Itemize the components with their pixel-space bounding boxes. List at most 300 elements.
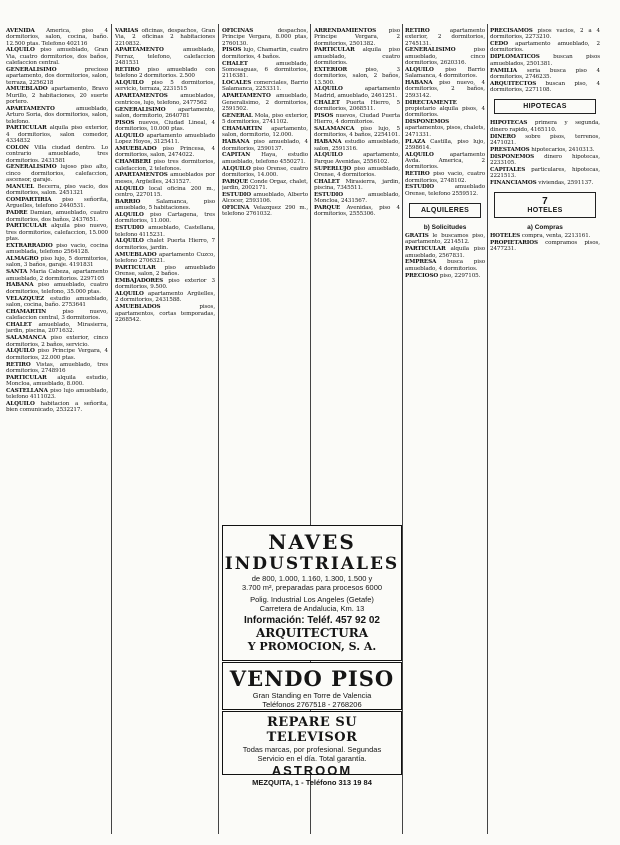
ad-title: REPARE SU TELEVISOR (266, 715, 358, 745)
classified-ad-text: amueblado, Mirasierra, jardin, piscina, 2071632. (6, 322, 108, 335)
classified-ad (6, 269, 108, 282)
classified-column-3 (222, 28, 308, 328)
classified-ad-lead: HABANA (314, 139, 342, 146)
classified-ad-lead: DIRECTAMENTE (405, 99, 457, 106)
classified-ad-lead: AMUEBLADOS (115, 304, 161, 311)
ad-text: Gran Standing en Torre de Valencia (252, 691, 372, 700)
column-rule (487, 24, 488, 834)
classified-ad-lead: CHAMARTIN (222, 126, 263, 133)
classified-ad-lead: PARTICULAR (6, 125, 47, 132)
classified-ad-lead: FINANCIAMOS (490, 179, 537, 186)
classified-ad (6, 388, 108, 401)
classified-ad (115, 172, 215, 185)
ad-title: VENDO PISO (229, 666, 395, 691)
classified-ad (6, 256, 108, 269)
classified-ad (115, 291, 215, 304)
classified-ad-text: estudio amueblado, salon, 2591316. (314, 139, 400, 152)
section-header-alquileres: ALQUILERES (409, 203, 481, 218)
classified-ad-text: alquila piso amueblado, cuatro dormitorios. (314, 47, 400, 67)
classified-ad-text: busca piso amueblado, 4 dormitorios. (405, 259, 485, 272)
classified-ad (314, 100, 400, 113)
ad-phone: Información: Teléf. 457 92 02 (244, 615, 380, 626)
classified-ad (314, 47, 400, 66)
classified-ad-lead: ALQUILO (115, 132, 144, 139)
classified-ad-text: particulares, hipotecas, 2221513. (490, 166, 600, 180)
classified-ad-lead: PLAZA (405, 138, 426, 145)
classified-ad-text: local oficina 200 m., centro, 2270115. (115, 185, 215, 198)
classified-ad (405, 184, 485, 197)
classified-ad-lead: GENERALISIMO (405, 47, 456, 54)
classified-ad-lead: ALQUILO (6, 348, 35, 355)
classified-ad (405, 28, 485, 47)
classified-ad (6, 106, 108, 125)
classified-ad (405, 139, 485, 152)
classified-ad-lead: PARTICULAR (314, 47, 355, 54)
classified-ad-text: le buscamos piso, apartamento, 2214512. (405, 233, 485, 246)
classified-ad-lead: PARTICULAR (6, 223, 47, 230)
classified-ad-text: chalet Puerta Hierro, 7 dormitorios, jardin. (115, 238, 215, 251)
classified-ad (115, 133, 215, 146)
classified-ad-lead: APARTAMENTOS (115, 93, 168, 100)
classified-ad (314, 67, 400, 86)
classified-ad-lead: GENERALISIMO (115, 106, 166, 113)
classified-ad-text: piso lujo amueblado, telefono 4111023. (6, 387, 108, 401)
classified-ad-text: piso amueblado con telefono 2 dormitorios. 2.500 (115, 66, 215, 80)
classified-ad (115, 238, 215, 251)
classified-ad-text: apartamento Madrid, amueblado, 2461251. (314, 86, 400, 99)
subsection-solicitudes: b) Solicitudes (423, 224, 467, 232)
classified-ad-lead: ALQUILO (115, 80, 144, 87)
classified-ad (115, 93, 215, 106)
classified-ad-lead: ESTUDIO (222, 191, 251, 198)
classified-column-5 (405, 28, 485, 828)
classified-ad (490, 180, 600, 186)
ad-title: NAVES (268, 530, 356, 554)
classified-ad-text: amueblado, Alberto Alcocer, 2593106. (222, 191, 308, 205)
classified-ad (405, 119, 485, 138)
classified-ad-lead: PISOS (314, 112, 334, 119)
classified-ad-lead: AMUEBLADO (6, 86, 48, 93)
classified-ad-lead: ESTUDIO (115, 225, 144, 232)
classified-ad-text: pisos vacios, 2 a 4 dormitorios, 2273210. (490, 28, 600, 41)
classified-ad-text: amueblado, Somosaguas, 6 dormitorios, 2116381. (222, 60, 308, 80)
ad-text: Polig. Industrial Los Angeles (Getafe) (250, 595, 374, 604)
classified-ad-lead: GRATIS (405, 233, 429, 240)
classified-ad (314, 113, 400, 126)
classified-ad-text: piso amueblado, cuatro dormitorios, telefono, 35.000 ptas. (6, 282, 108, 295)
classified-ad (222, 192, 308, 205)
ad-company: ARQUITECTURA (255, 626, 369, 640)
classified-ad-text: amueblado Orense, telefono 2559512. (405, 184, 485, 197)
classified-ad-lead: ARQUITECTOS (490, 80, 537, 87)
classified-ad-lead: GENERAL (222, 112, 253, 119)
classified-ad-lead: CHALET (314, 178, 340, 185)
classified-ad-text: piso amueblado, Orense, 4 dormitorios. (314, 165, 400, 178)
classified-ad-text: alquila estudio, Moncloa, amueblado, 8.000. (6, 374, 108, 388)
classified-ad (6, 86, 108, 105)
classified-ad (490, 167, 600, 180)
classified-ad-lead: RETIRO (405, 28, 430, 34)
classified-ad-lead: ARRENDAMIENTOS (314, 28, 377, 34)
classified-ad (314, 192, 400, 205)
classified-ad-text: apartamento amueblado Lopez Hoyos, 3125411. (115, 132, 215, 146)
ad-phone: Teléfonos 2767518 - 2768206 (262, 700, 362, 709)
classified-ad (222, 80, 308, 93)
classified-ad-lead: MANUEL (6, 183, 35, 190)
subsection-compras: a) Compras (527, 224, 563, 232)
classified-ad-text: amueblado, Castellana, telefono 4115231. (115, 225, 215, 238)
classified-ad-lead: CAPITALES (490, 166, 526, 173)
classified-ad (6, 348, 108, 361)
classified-ad-lead: HOTELES (490, 233, 521, 240)
classified-ad (115, 186, 215, 199)
classified-ad-lead: ALQUILO (115, 212, 144, 219)
classified-ad-text: Villa ciudad dentro. Lo contrario amueblado, tres dormitorios. 2431581 (6, 144, 108, 164)
classified-ad-text: nuevos, Ciudad Puerta Hierro, 4 dormitorios. (314, 112, 400, 126)
classified-ad-text: piso señorita, Arguelles, telefono 2440531. (6, 197, 108, 210)
classified-ad-lead: OFICINA (222, 205, 250, 212)
classified-ad (115, 120, 215, 133)
column-rule (111, 24, 112, 834)
classified-ad-text: apartamento, salon, dormitorio, 2640781 (115, 106, 215, 119)
classified-ad-lead: CHALET (222, 60, 248, 67)
ad-vendo-piso (222, 662, 402, 710)
classified-ad-text: piso vacio, cuatro dormitorios, 2748102. (405, 171, 485, 184)
classified-ad-lead: AMUEBLADO (115, 146, 157, 153)
classified-ad-text: viviendas, 2591137. (536, 179, 594, 186)
ad-company: Y PROMOCION, S. A. (247, 640, 377, 653)
classified-ad-text: alquila piso exterior, 4 dormitorios, salon comedor, 4334832 (6, 125, 108, 145)
classified-ad-text: piso Princesa, 4 dormitorios, salon, 2474022. (115, 146, 215, 159)
classified-ad (405, 47, 485, 66)
classified-ad (222, 28, 308, 47)
classified-ad-text: primera y segunda, dinero rapido, 4165110. (490, 120, 600, 133)
classified-ad-lead: SALAMANCA (314, 126, 355, 133)
classified-ad-text: America, piso 4 dormitorios, salon, cocina, baño. 12.500 ptas. Telefono 402116 (6, 28, 108, 47)
classified-ad-text: apartamento exterior, 2 dormitorios, 2745131. (405, 28, 485, 47)
classified-ad (314, 205, 400, 218)
classified-ad-text: Haya, estudio amueblado, telefono 4550271. (222, 152, 308, 165)
classified-ad-text: piso Cartagena, tres dormitorios, 11.000. (115, 212, 215, 225)
classified-ad (490, 154, 600, 167)
classified-ad-lead: CEDO (490, 41, 509, 48)
classified-ad (405, 67, 485, 80)
classified-ad-lead: ALQUILO (405, 66, 434, 73)
classified-ad-lead: EXTERIOR (314, 66, 348, 73)
classified-ad-text: amueblado, Arturo Soria, dos dormitorios, salon, telefono. (6, 105, 108, 125)
classified-ad (222, 61, 308, 80)
classified-ad-lead: COMPARTIRIA (6, 197, 52, 204)
classified-ad (6, 335, 108, 348)
classified-ad-text: precioso apartamento, dos dormitorios, salon, terraza, 2256218 (6, 66, 108, 86)
classified-ad-lead: ESTUDIO (314, 191, 343, 198)
classified-ad-lead: ALQUILO (6, 47, 35, 54)
classified-ad (6, 125, 108, 144)
classified-ad-text: sobre pisos, terrenos, 2471021. (490, 133, 600, 146)
classified-ad-text: piso amueblado, 4 dormitorios, 2590137. (222, 139, 308, 152)
classified-ad (222, 166, 308, 179)
classified-ad-text: amueblados, centricos, lujo, telefono, 2477562 (115, 93, 215, 106)
classified-ad-text: estudio amueblado, salon, cocina, baño. 2753641 (6, 295, 108, 308)
classified-ad-text: despachos, Principe Vergara, 8.000 ptas, 2760130. (222, 28, 308, 47)
classified-ad (115, 80, 215, 93)
classified-ad-text: Vistas, amueblado, tres dormitorios, 2748916 (6, 361, 108, 374)
classified-ad (222, 205, 308, 218)
classified-ad (6, 145, 108, 164)
classified-ad-lead: CAPITAN (222, 152, 251, 159)
classified-ad (115, 252, 215, 265)
classified-ad-lead: DISPONEMOS (405, 119, 450, 126)
classified-column-4 (314, 28, 400, 328)
ad-text: Servicio en el día. Total garantía. (257, 754, 367, 763)
column-rule (402, 24, 403, 834)
classified-ad-lead: PRESTAMOS (490, 146, 530, 153)
classified-ad (6, 296, 108, 309)
classified-ad (115, 212, 215, 225)
classified-ad (6, 362, 108, 375)
classified-ad-lead: PARQUE (314, 205, 341, 212)
classified-ad-text: amueblado, Generalisimo, 2 dormitorios, 2591502. (222, 93, 308, 112)
classified-ad-text: oficinas, despachos, Gran Via, 2 oficinas 2 habitaciones 2210832. (115, 28, 215, 47)
classified-ad-text: piso nuevo, 4 dormitorios, 2 baños, 2593142. (405, 80, 485, 99)
classified-ad-text: piso amueblado Orense, salon, 2 baños. (115, 264, 215, 278)
classified-ad (222, 47, 308, 60)
classified-ad (6, 67, 108, 86)
classified-ad-text: amueblados por meses, Argüelles, 2431527. (115, 172, 215, 185)
classified-ad-text: apartamento, Parque Avenidas, 2556102. (314, 152, 400, 165)
classified-ad (314, 86, 400, 99)
classified-ad-lead: ALMAGRO (6, 256, 39, 263)
classified-ad-text: piso tres dormitorios, calefaccion, 2 telefonos. (115, 159, 215, 172)
classified-ad (405, 100, 485, 119)
classified-ad-text: lujo, Chamartin, cuatro dormitorios, 4 baños. (222, 47, 308, 60)
classified-ad (405, 152, 485, 171)
ad-brand: ASTROOM (271, 763, 353, 778)
classified-ad-lead: PROPIETARIOS (490, 240, 538, 247)
classified-ad-text: apartamento Avda. America, 2 dormitorios. (405, 151, 485, 171)
ad-text: 3.700 m², preparadas para procesos 6000 (241, 583, 383, 592)
classified-ad-text: propietario alquila pisos, 4 dormitorios. (405, 105, 485, 119)
classified-ad (405, 171, 485, 184)
classified-ad-text: buscan pisos amueblados, 2501381. (490, 54, 600, 67)
classified-ad-lead: AMUEBLADO (115, 251, 157, 258)
ad-address: MEZQUITA, 1 - Teléfono 313 19 84 (252, 778, 372, 787)
classified-ad-text: Damian, amueblado, cuatro dormitorios, dos baños, 2437651. (6, 210, 108, 223)
classified-ad-text: piso, 3 dormitorios, salon, 2 baños, 13.500. (314, 66, 400, 86)
classified-ad (490, 54, 600, 67)
classified-ad (490, 147, 600, 153)
classified-ad-lead: ALQUILO (405, 151, 434, 158)
classified-ad-text: amueblado, Moncloa, 2431567. (314, 191, 400, 205)
classified-ad-lead: PARQUE (222, 178, 249, 185)
classified-ad-text: hipotecarios, 2410313. (529, 146, 595, 153)
classified-ad (222, 139, 308, 152)
classified-ad (222, 113, 308, 126)
classified-ad (6, 309, 108, 322)
ad-title: INDUSTRIALES (224, 554, 400, 574)
classified-ad (6, 243, 108, 256)
classified-ad (115, 199, 215, 212)
classified-ad-text: piso amueblado, Gran Via, cuatro dormitorios, dos baños, calefaccion central. (6, 47, 108, 67)
classified-ad-text: piso vacio, cocina amueblada, telefono 2564128. (6, 242, 108, 256)
classified-ad-text: piso 5 dormitorios, servicio, terraza, 2231515 (115, 80, 215, 93)
classified-ad (6, 282, 108, 295)
classified-ad (6, 223, 108, 242)
classified-ad-lead: PISOS (115, 119, 135, 126)
classified-ad (405, 233, 485, 246)
classified-ad-lead: PARTICULAR (115, 264, 156, 271)
classified-ad-text: piso Principe Vergara, 2 dormitorios, 2501382. (314, 28, 400, 47)
classified-ad-lead: CHAMBERI (115, 159, 151, 166)
classified-ad (222, 179, 308, 192)
classified-ad-lead: ALQUILO (314, 152, 343, 159)
classified-ad-text: apartamento Cuzco, telefono 2706321. (115, 251, 215, 264)
classified-ad (490, 81, 600, 94)
classified-ad-text: habitacion a señorita, bien comunicado, 2532217. (6, 401, 108, 414)
classified-ad (222, 152, 308, 165)
classified-ad-text: amueblado, Ferraz, telefono, calefaccion 2481531 (115, 47, 215, 67)
classified-ad-lead: ESTUDIO (405, 184, 434, 191)
section-header-hoteles (494, 192, 596, 218)
classified-ad (115, 107, 215, 120)
classified-ad (314, 179, 400, 192)
classified-ad-text: alquila piso amueblado, 2567831. (405, 246, 485, 259)
ad-naves-industriales (222, 525, 402, 661)
classified-ad-lead: ALQUILO (115, 238, 144, 245)
classified-ad-text: Mirasierra, jardin, piscina, 7345511. (314, 178, 400, 192)
classified-ad (490, 134, 600, 147)
classified-ad-lead: ALQUILO (115, 291, 144, 298)
classified-ad-text: piso, 2297105. (438, 272, 481, 279)
ad-text: Carretera de Andalucia, Km. 13 (259, 604, 365, 613)
classified-ad (222, 93, 308, 112)
classified-ad (314, 28, 400, 47)
classified-ad-text: piso exterior 3 dormitorios, 9.500. (115, 277, 215, 291)
classified-ad-text: buscan piso, 4 dormitorios, 2271108. (490, 80, 600, 94)
classified-ad (314, 139, 400, 152)
classified-ad-text: Castilla, piso lujo, 2598614. (405, 138, 485, 151)
classified-ad-lead: RETIRO (6, 361, 31, 368)
classified-ad-lead: GENERALISIMO (6, 164, 57, 171)
classified-ad (6, 210, 108, 223)
ad-repare-televisor (222, 711, 402, 787)
classified-ad-text: piso Barrio Salamanca, 4 dormitorios. (405, 66, 485, 80)
classified-ad-text: comerciales, Barrio Salamanca, 2253311. (222, 80, 308, 93)
classified-ad-lead: EMBAJADORES (115, 277, 164, 284)
classified-ad-lead: SALAMANCA (6, 335, 47, 342)
classified-ad-lead: ALQUILO (222, 165, 251, 172)
classified-ad-lead: DISPONEMOS (490, 153, 535, 160)
classified-ad (115, 47, 215, 66)
classified-ad-text: pisos, apartamentos, cortas temporadas, 2268542. (115, 304, 215, 323)
classified-ad (405, 273, 485, 279)
classified-ad-text: compra, venta, 2213161. (520, 233, 591, 240)
classified-ad-lead: CASTELLANA (6, 387, 48, 394)
classified-ad-lead: OFICINAS (222, 28, 254, 34)
classified-ad (222, 126, 308, 139)
classified-ad-text: alquila piso nuevo, tres dormitorios, calefaccion, 15.000 ptas. (6, 223, 108, 243)
classified-ad-text: compramos pisos, 2477231. (490, 240, 600, 253)
classified-ad (6, 28, 108, 47)
classified-ad-lead: AVENIDA (6, 28, 35, 34)
classified-ad-text: apartamento, salon, dormitorio, 12.000. (222, 126, 308, 139)
ad-text: Todas marcas, por profesional. Segundas (242, 745, 382, 754)
classified-ad-lead: VARIAS (115, 28, 139, 34)
section-label: HOTELES (527, 207, 563, 215)
classified-ad-lead: ALQUILO (115, 185, 144, 192)
classified-ad-text: piso exterior, cinco dormitorios, 2 baños, servicio. (6, 335, 108, 348)
classified-ad-lead: FAMILIA (490, 67, 517, 74)
classified-ad-lead: HABANA (222, 139, 250, 146)
classified-ad (6, 375, 108, 388)
classified-ad-lead: PRECIOSO (405, 272, 439, 279)
classified-ad (314, 152, 400, 165)
classified-ad-text: apartamento Argüelles, 2 dormitorios, 2431588. (115, 291, 215, 304)
classified-ad-lead: PISOS (222, 47, 242, 54)
section-header-hipotecas: HIPOTECAS (494, 99, 596, 114)
classified-ad (6, 164, 108, 183)
classified-ad (490, 240, 600, 253)
classified-ad-lead: PRECISAMOS (490, 28, 533, 34)
classified-ad (115, 304, 215, 323)
classified-ad-text: Salamanca, piso amueblado, 5 habitaciones. (115, 198, 215, 212)
classified-ad-lead: APARTAMENTO (6, 105, 55, 112)
classified-ad-text: Velazquez 290 m., telefono 2761032. (222, 205, 308, 218)
classified-ad-text: Puerta Hierro, 5 dormitorios, 2068511. (314, 99, 400, 112)
classified-column-2 (115, 28, 215, 828)
classified-ad-text: Becerra, piso vacio, dos dormitorios, salon. 2451321 (6, 183, 108, 197)
classified-ad-lead: GENERALISIMO (6, 66, 57, 73)
classified-ad-text: Avenidas, piso 4 dormitorios, 2555306. (314, 205, 400, 218)
column-rule (218, 24, 219, 834)
ad-text: de 800, 1.000, 1.160, 1.300, 1.500 y (251, 574, 373, 583)
classified-ad-text: Mola, piso exterior, 5 dormitorios, 2741102. (222, 112, 308, 126)
classified-ad (314, 166, 400, 179)
classified-ad-lead: VELAZQUEZ (6, 295, 45, 302)
classified-ad-text: Maria Cabeza, apartamento amueblado, 2 dormitorios. 2297105 (6, 269, 108, 282)
classified-ad-text: piso lujo, 5 dormitorios, 4 baños, 2254101. (314, 126, 400, 139)
classified-ad-text: piso Orense, cuatro dormitorios, 14.000. (222, 165, 308, 178)
classified-ad-lead: COLON (6, 144, 29, 151)
classified-ad (490, 68, 600, 81)
classified-ad-lead: HIPOTECAS (490, 120, 528, 127)
classified-ad (115, 159, 215, 172)
classified-ad (115, 28, 215, 47)
classified-ad (490, 120, 600, 133)
classified-ad-text: apartamento, Bravo Murillo, 2 habitaciones, 20 suerte portero. (6, 86, 108, 106)
classified-ad-text: piso lujo, 5 dormitorios, salon, 3 baños, garaje. 4191831 (6, 256, 108, 269)
classified-ad-lead: LOCALES (222, 80, 252, 87)
classified-ad-lead: DINERO (490, 133, 516, 140)
classified-ad-lead: ALQUILO (314, 86, 343, 93)
classified-ad-lead: PARTICULAR (405, 246, 446, 253)
classified-ad (490, 28, 600, 41)
classified-ad-text: apartamento amueblado, 2 dormitorios. (490, 41, 600, 54)
classified-column-1 (6, 28, 108, 828)
classified-ad (6, 322, 108, 335)
classified-ad-text: piso amueblado, cinco dormitorios, 2620316. (405, 47, 485, 67)
classified-ad (6, 184, 108, 197)
classified-ad-text: apartamentos, pisos, chalets, 2471331. (405, 125, 485, 138)
classified-ad-text: dinero hipotecas, 2233105. (490, 153, 600, 166)
classified-ad-lead: EMPRESA (405, 259, 437, 266)
classified-ad-text: piso Principe Vergara, 4 dormitorios, 22.000 ptas. (6, 348, 108, 361)
classified-ad (405, 80, 485, 99)
classified-ad-lead: RETIRO (405, 171, 430, 178)
classified-ad-lead: DIPLOMATICOS (490, 54, 540, 61)
classified-ad (490, 233, 600, 239)
classified-ad-lead: CHALET (314, 99, 340, 106)
